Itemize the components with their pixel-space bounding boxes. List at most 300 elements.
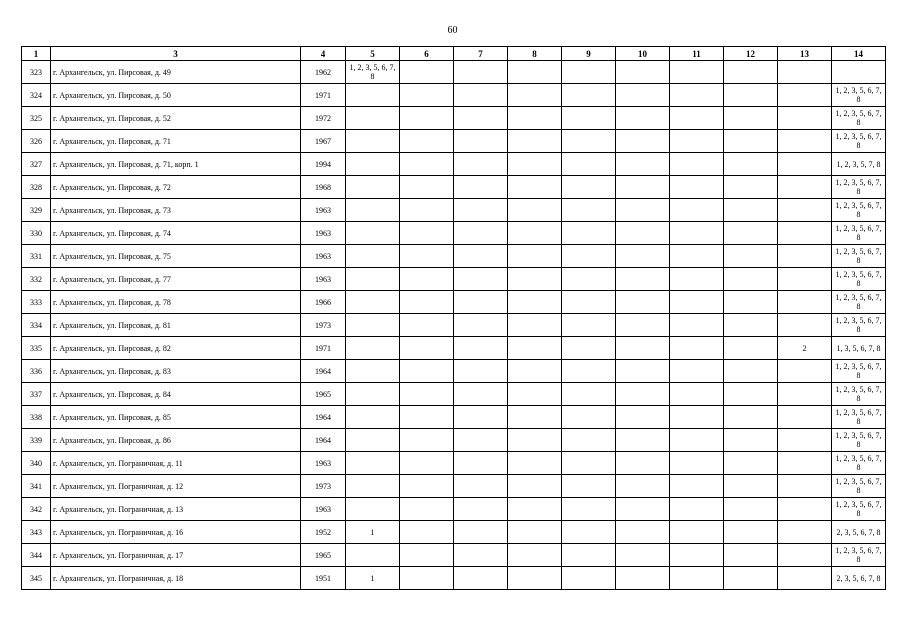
column-11-cell [670,429,724,452]
column-12-cell [724,337,778,360]
column-6-cell [400,567,454,590]
address-cell: г. Архангельск, ул. Пирсовая, д. 78 [51,291,301,314]
column-12-cell [724,360,778,383]
column-5-cell [346,268,400,291]
column-8-cell [508,268,562,291]
address-cell: г. Архангельск, ул. Пирсовая, д. 71 [51,130,301,153]
column-12-cell [724,429,778,452]
column-13-cell [778,406,832,429]
column-13-cell [778,199,832,222]
column-8-cell [508,107,562,130]
column-11-cell [670,268,724,291]
address-cell: г. Архангельск, ул. Пирсовая, д. 49 [51,61,301,84]
column-9-cell [562,567,616,590]
column-11-cell [670,567,724,590]
column-header: 8 [508,47,562,61]
row-number-cell: 327 [22,153,51,176]
table-row [22,84,886,107]
column-5-cell [346,452,400,475]
table-row [22,429,886,452]
column-5-cell [346,406,400,429]
column-7-cell [454,222,508,245]
column-9-cell [562,107,616,130]
column-5-cell [346,84,400,107]
column-7-cell [454,360,508,383]
row-number-cell: 340 [22,452,51,475]
address-cell: г. Архангельск, ул. Пирсовая, д. 77 [51,268,301,291]
column-6-cell [400,521,454,544]
row-number-cell: 344 [22,544,51,567]
row-number-cell: 345 [22,567,51,590]
column-header: 3 [51,47,301,61]
table-row [22,383,886,406]
column-6-cell [400,222,454,245]
column-12-cell [724,406,778,429]
column-12-cell [724,61,778,84]
column-7-cell [454,452,508,475]
column-11-cell [670,291,724,314]
column-12-cell [724,475,778,498]
column-9-cell [562,337,616,360]
column-7-cell [454,314,508,337]
column-14-cell: 2, 3, 5, 6, 7, 8 [832,567,886,590]
column-5-cell: 1, 2, 3, 5, 6, 7, 8 [346,61,400,84]
column-6-cell [400,475,454,498]
table-body [22,61,886,590]
column-9-cell [562,61,616,84]
year-cell: 1967 [301,130,346,153]
column-14-cell: 2, 3, 5, 6, 7, 8 [832,521,886,544]
column-5-cell [346,360,400,383]
column-11-cell [670,130,724,153]
column-14-cell [832,61,886,84]
row-number-cell: 332 [22,268,51,291]
year-cell: 1971 [301,337,346,360]
column-5-cell [346,107,400,130]
year-cell: 1972 [301,107,346,130]
column-9-cell [562,498,616,521]
column-header: 11 [670,47,724,61]
year-cell: 1973 [301,475,346,498]
year-cell: 1951 [301,567,346,590]
column-13-cell [778,153,832,176]
year-cell: 1965 [301,544,346,567]
page-number: 60 [447,25,458,36]
column-5-cell [346,429,400,452]
column-13-cell [778,429,832,452]
column-14-cell: 1, 2, 3, 5, 6, 7, 8 [832,544,886,567]
column-7-cell [454,475,508,498]
table-row [22,199,886,222]
column-11-cell [670,61,724,84]
column-13-cell [778,222,832,245]
column-13-cell [778,291,832,314]
column-8-cell [508,199,562,222]
column-6-cell [400,153,454,176]
year-cell: 1964 [301,429,346,452]
column-10-cell [616,153,670,176]
column-9-cell [562,199,616,222]
column-10-cell [616,61,670,84]
column-10-cell [616,314,670,337]
column-6-cell [400,291,454,314]
column-8-cell [508,383,562,406]
column-7-cell [454,176,508,199]
column-10-cell [616,337,670,360]
column-7-cell [454,199,508,222]
column-header: 9 [562,47,616,61]
address-cell: г. Архангельск, ул. Пирсовая, д. 86 [51,429,301,452]
column-11-cell [670,84,724,107]
column-13-cell [778,498,832,521]
column-14-cell: 1, 2, 3, 5, 6, 7, 8 [832,291,886,314]
column-6-cell [400,452,454,475]
column-8-cell [508,544,562,567]
table-row [22,222,886,245]
column-12-cell [724,498,778,521]
column-6-cell [400,406,454,429]
column-7-cell [454,268,508,291]
column-10-cell [616,199,670,222]
column-11-cell [670,245,724,268]
column-8-cell [508,314,562,337]
column-12-cell [724,245,778,268]
column-5-cell: 1 [346,521,400,544]
column-14-cell: 1, 3, 5, 6, 7, 8 [832,337,886,360]
column-5-cell [346,337,400,360]
column-6-cell [400,61,454,84]
column-14-cell: 1, 2, 3, 5, 6, 7, 8 [832,245,886,268]
column-12-cell [724,314,778,337]
table-row [22,337,886,360]
column-11-cell [670,360,724,383]
address-cell: г. Архангельск, ул. Пограничная, д. 13 [51,498,301,521]
column-8-cell [508,130,562,153]
column-14-cell: 1, 2, 3, 5, 6, 7, 8 [832,429,886,452]
address-cell: г. Архангельск, ул. Пирсовая, д. 84 [51,383,301,406]
column-14-cell: 1, 2, 3, 5, 6, 7, 8 [832,360,886,383]
year-cell: 1968 [301,176,346,199]
address-cell: г. Архангельск, ул. Пограничная, д. 12 [51,475,301,498]
column-header: 13 [778,47,832,61]
column-8-cell [508,84,562,107]
column-12-cell [724,176,778,199]
row-number-cell: 338 [22,406,51,429]
column-6-cell [400,107,454,130]
column-12-cell [724,383,778,406]
column-13-cell [778,521,832,544]
row-number-cell: 325 [22,107,51,130]
year-cell: 1994 [301,153,346,176]
column-8-cell [508,222,562,245]
column-6-cell [400,337,454,360]
year-cell: 1963 [301,199,346,222]
column-5-cell [346,199,400,222]
column-14-cell: 1, 2, 3, 5, 6, 7, 8 [832,107,886,130]
address-cell: г. Архангельск, ул. Пограничная, д. 16 [51,521,301,544]
address-cell: г. Архангельск, ул. Пирсовая, д. 82 [51,337,301,360]
row-number-cell: 341 [22,475,51,498]
column-header: 5 [346,47,400,61]
column-14-cell: 1, 2, 3, 5, 6, 7, 8 [832,475,886,498]
column-13-cell [778,268,832,291]
column-header: 14 [832,47,886,61]
column-9-cell [562,475,616,498]
column-8-cell [508,429,562,452]
column-9-cell [562,176,616,199]
column-7-cell [454,130,508,153]
column-10-cell [616,383,670,406]
table-row [22,521,886,544]
column-7-cell [454,498,508,521]
column-8-cell [508,337,562,360]
column-8-cell [508,521,562,544]
table-row [22,314,886,337]
column-13-cell [778,360,832,383]
column-7-cell [454,84,508,107]
column-8-cell [508,406,562,429]
column-9-cell [562,452,616,475]
year-cell: 1963 [301,498,346,521]
column-11-cell [670,544,724,567]
column-9-cell [562,383,616,406]
row-number-cell: 336 [22,360,51,383]
column-7-cell [454,337,508,360]
column-10-cell [616,544,670,567]
column-5-cell [346,383,400,406]
column-14-cell: 1, 2, 3, 5, 6, 7, 8 [832,452,886,475]
row-number-cell: 334 [22,314,51,337]
column-11-cell [670,107,724,130]
year-cell: 1963 [301,268,346,291]
column-header: 10 [616,47,670,61]
column-10-cell [616,84,670,107]
column-12-cell [724,222,778,245]
registry-table [21,46,886,590]
column-13-cell [778,383,832,406]
row-number-cell: 331 [22,245,51,268]
column-14-cell: 1, 2, 3, 5, 6, 7, 8 [832,176,886,199]
table-row [22,452,886,475]
column-7-cell [454,567,508,590]
column-5-cell [346,176,400,199]
address-cell: г. Архангельск, ул. Пирсовая, д. 71, корп. 1 [51,153,301,176]
table-row [22,153,886,176]
address-cell: г. Архангельск, ул. Пирсовая, д. 72 [51,176,301,199]
row-number-cell: 339 [22,429,51,452]
column-13-cell [778,61,832,84]
column-10-cell [616,498,670,521]
column-9-cell [562,521,616,544]
column-12-cell [724,268,778,291]
column-10-cell [616,107,670,130]
column-header: 12 [724,47,778,61]
table-row [22,406,886,429]
column-6-cell [400,383,454,406]
table-row [22,291,886,314]
column-11-cell [670,199,724,222]
column-14-cell: 1, 2, 3, 5, 7, 8 [832,153,886,176]
column-9-cell [562,429,616,452]
column-5-cell [346,544,400,567]
column-header: 1 [22,47,51,61]
column-header: 4 [301,47,346,61]
address-cell: г. Архангельск, ул. Пограничная, д. 11 [51,452,301,475]
column-14-cell: 1, 2, 3, 5, 6, 7, 8 [832,498,886,521]
row-number-cell: 328 [22,176,51,199]
column-12-cell [724,291,778,314]
row-number-cell: 324 [22,84,51,107]
column-12-cell [724,84,778,107]
year-cell: 1964 [301,406,346,429]
column-11-cell [670,314,724,337]
column-14-cell: 1, 2, 3, 5, 6, 7, 8 [832,268,886,291]
column-11-cell [670,176,724,199]
column-8-cell [508,153,562,176]
row-number-cell: 329 [22,199,51,222]
address-cell: г. Архангельск, ул. Пограничная, д. 18 [51,567,301,590]
column-10-cell [616,429,670,452]
table-row [22,567,886,590]
column-11-cell [670,498,724,521]
column-11-cell [670,337,724,360]
column-9-cell [562,406,616,429]
column-7-cell [454,383,508,406]
column-14-cell: 1, 2, 3, 5, 6, 7, 8 [832,222,886,245]
column-11-cell [670,153,724,176]
column-5-cell: 1 [346,567,400,590]
column-10-cell [616,475,670,498]
column-6-cell [400,314,454,337]
column-14-cell: 1, 2, 3, 5, 6, 7, 8 [832,406,886,429]
column-13-cell [778,176,832,199]
row-number-cell: 342 [22,498,51,521]
year-cell: 1971 [301,84,346,107]
row-number-cell: 330 [22,222,51,245]
year-cell: 1963 [301,452,346,475]
year-cell: 1964 [301,360,346,383]
column-header: 7 [454,47,508,61]
address-cell: г. Архангельск, ул. Пограничная, д. 17 [51,544,301,567]
address-cell: г. Архангельск, ул. Пирсовая, д. 73 [51,199,301,222]
column-6-cell [400,176,454,199]
column-6-cell [400,360,454,383]
table-row [22,130,886,153]
column-10-cell [616,521,670,544]
column-5-cell [346,153,400,176]
row-number-cell: 343 [22,521,51,544]
table-row [22,245,886,268]
column-11-cell [670,475,724,498]
column-5-cell [346,222,400,245]
column-7-cell [454,107,508,130]
column-13-cell [778,314,832,337]
column-11-cell [670,452,724,475]
column-5-cell [346,245,400,268]
column-14-cell: 1, 2, 3, 5, 6, 7, 8 [832,314,886,337]
column-13-cell [778,130,832,153]
table-row [22,268,886,291]
column-7-cell [454,406,508,429]
column-9-cell [562,245,616,268]
table-row [22,61,886,84]
column-14-cell: 1, 2, 3, 5, 6, 7, 8 [832,383,886,406]
column-6-cell [400,245,454,268]
table-row [22,475,886,498]
column-13-cell [778,475,832,498]
column-7-cell [454,153,508,176]
column-9-cell [562,153,616,176]
row-number-cell: 335 [22,337,51,360]
column-8-cell [508,498,562,521]
column-7-cell [454,544,508,567]
column-9-cell [562,360,616,383]
column-11-cell [670,383,724,406]
year-cell: 1965 [301,383,346,406]
column-8-cell [508,567,562,590]
column-10-cell [616,452,670,475]
year-cell: 1962 [301,61,346,84]
column-9-cell [562,222,616,245]
column-6-cell [400,199,454,222]
address-cell: г. Архангельск, ул. Пирсовая, д. 74 [51,222,301,245]
column-9-cell [562,314,616,337]
row-number-cell: 337 [22,383,51,406]
column-12-cell [724,153,778,176]
table-row [22,176,886,199]
column-12-cell [724,544,778,567]
column-6-cell [400,268,454,291]
column-8-cell [508,176,562,199]
row-number-cell: 326 [22,130,51,153]
column-8-cell [508,452,562,475]
column-7-cell [454,429,508,452]
column-13-cell [778,84,832,107]
column-5-cell [346,314,400,337]
column-7-cell [454,245,508,268]
column-header: 6 [400,47,454,61]
column-13-cell [778,567,832,590]
column-7-cell [454,291,508,314]
column-13-cell [778,245,832,268]
row-number-cell: 323 [22,61,51,84]
year-cell: 1963 [301,245,346,268]
column-10-cell [616,291,670,314]
address-cell: г. Архангельск, ул. Пирсовая, д. 85 [51,406,301,429]
column-7-cell [454,521,508,544]
address-cell: г. Архангельск, ул. Пирсовая, д. 75 [51,245,301,268]
year-cell: 1973 [301,314,346,337]
row-number-cell: 333 [22,291,51,314]
column-12-cell [724,521,778,544]
table-row [22,107,886,130]
column-12-cell [724,130,778,153]
year-cell: 1963 [301,222,346,245]
column-9-cell [562,291,616,314]
column-8-cell [508,360,562,383]
address-cell: г. Архангельск, ул. Пирсовая, д. 50 [51,84,301,107]
column-10-cell [616,268,670,291]
column-10-cell [616,567,670,590]
column-8-cell [508,61,562,84]
column-10-cell [616,130,670,153]
column-7-cell [454,61,508,84]
address-cell: г. Архангельск, ул. Пирсовая, д. 52 [51,107,301,130]
column-12-cell [724,452,778,475]
column-14-cell: 1, 2, 3, 5, 6, 7, 8 [832,199,886,222]
column-5-cell [346,498,400,521]
column-6-cell [400,498,454,521]
